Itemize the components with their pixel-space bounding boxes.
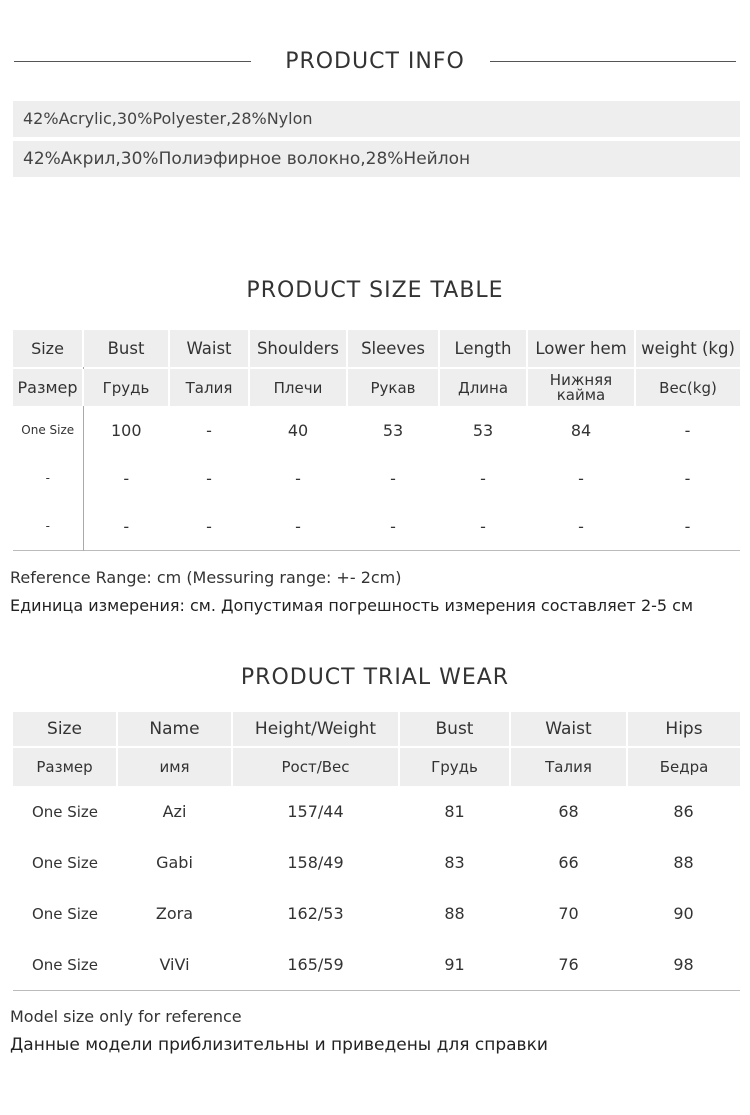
header-cell: имя bbox=[117, 747, 232, 786]
info-title: PRODUCT INFO bbox=[285, 49, 465, 74]
header-cell: Size bbox=[13, 712, 117, 747]
table-cell: - bbox=[206, 516, 212, 536]
header-cell: Bust bbox=[399, 712, 510, 747]
header-cell: Name bbox=[117, 712, 232, 747]
table-cell: 76 bbox=[558, 955, 579, 974]
header-cell: Длина bbox=[439, 369, 527, 406]
table-cell: 68 bbox=[558, 802, 579, 821]
header-cell: Рост/Вес bbox=[232, 747, 399, 786]
trial-note-en: Model size only for reference bbox=[10, 1007, 242, 1026]
header-cell: Размер bbox=[13, 747, 117, 786]
divider-right bbox=[490, 61, 736, 62]
table-row bbox=[13, 888, 740, 939]
header-cell: Плечи bbox=[249, 369, 347, 406]
table-cell: One Size bbox=[31, 853, 99, 872]
table-cell: One Size bbox=[31, 802, 99, 821]
table-cell: 53 bbox=[472, 420, 494, 440]
table-cell: - bbox=[13, 502, 83, 551]
material-en: 42%Acrylic,30%Polyester,28%Nylon bbox=[13, 101, 740, 137]
table-cell: 157/44 bbox=[287, 802, 344, 821]
table-cell: - bbox=[480, 516, 486, 536]
header-cell: Талия bbox=[510, 747, 627, 786]
table-cell: One Size bbox=[13, 406, 83, 454]
table-cell: - bbox=[13, 454, 83, 502]
table-cell: ViVi bbox=[159, 955, 190, 974]
material-ru: 42%Акрил,30%Полиэфирное волокно,28%Нейлон bbox=[13, 141, 740, 177]
header-cell: Бедра bbox=[627, 747, 740, 786]
table-row bbox=[13, 454, 740, 502]
table-cell: One Size bbox=[31, 904, 99, 923]
table-cell: 100 bbox=[110, 420, 142, 440]
header-cell: Lower hem bbox=[527, 330, 635, 367]
header-cell: Грудь bbox=[83, 369, 169, 406]
header-cell: Грудь bbox=[399, 747, 510, 786]
size-note-ru: Единица измерения: см. Допустимая погрешность измерения составляет 2-5 см bbox=[10, 596, 694, 615]
table-cell: - bbox=[684, 516, 691, 536]
table-cell: Azi bbox=[162, 802, 187, 821]
size-table-title: PRODUCT SIZE TABLE bbox=[246, 278, 504, 303]
table-cell: 83 bbox=[444, 853, 465, 872]
table-row bbox=[13, 837, 740, 888]
table-cell: - bbox=[578, 516, 584, 536]
header-cell: Height/Weight bbox=[232, 712, 399, 747]
table-cell: - bbox=[684, 468, 691, 488]
table-cell: 98 bbox=[673, 955, 694, 974]
trial-note-ru: Данные модели приблизительны и приведены для справки bbox=[10, 1035, 548, 1055]
table-cell: - bbox=[480, 468, 486, 488]
header-cell: Sleeves bbox=[347, 330, 439, 367]
table-cell: - bbox=[206, 420, 212, 440]
table-row bbox=[13, 406, 740, 454]
size-note-en: Reference Range: cm (Messuring range: +- 2cm) bbox=[10, 568, 402, 587]
table-cell: - bbox=[123, 516, 130, 536]
table-cell: Gabi bbox=[156, 853, 193, 872]
table-cell: - bbox=[578, 468, 584, 488]
size-header-ru bbox=[13, 369, 740, 406]
table-cell: 66 bbox=[558, 853, 579, 872]
table-cell: - bbox=[390, 468, 396, 488]
table-cell: - bbox=[295, 516, 301, 536]
table-cell: One Size bbox=[31, 955, 99, 974]
table-row bbox=[13, 939, 740, 991]
header-cell: Waist bbox=[169, 330, 249, 367]
size-table bbox=[13, 330, 740, 551]
table-row bbox=[13, 786, 740, 837]
table-cell: 40 bbox=[287, 420, 309, 440]
table-cell: 88 bbox=[673, 853, 694, 872]
header-cell: Bust bbox=[83, 330, 169, 367]
table-cell: - bbox=[295, 468, 301, 488]
header-cell: Размер bbox=[13, 369, 83, 406]
table-row bbox=[13, 502, 740, 551]
header-cell: Нижняя кайма bbox=[527, 369, 635, 406]
trial-table bbox=[13, 712, 740, 991]
table-cell: - bbox=[684, 420, 691, 440]
table-cell: - bbox=[206, 468, 212, 488]
table-cell: 91 bbox=[444, 955, 465, 974]
header-cell: Талия bbox=[169, 369, 249, 406]
table-cell: 162/53 bbox=[287, 904, 344, 923]
table-cell: - bbox=[123, 468, 130, 488]
header-cell: Hips bbox=[627, 712, 740, 747]
trial-header-en bbox=[13, 712, 740, 747]
header-cell: Вес(kg) bbox=[635, 369, 740, 406]
table-cell: 70 bbox=[558, 904, 579, 923]
size-header-en bbox=[13, 330, 740, 367]
header-cell: Рукав bbox=[347, 369, 439, 406]
table-cell: Zora bbox=[155, 904, 194, 923]
table-cell: 84 bbox=[570, 420, 592, 440]
table-cell: 158/49 bbox=[287, 853, 344, 872]
header-cell: Waist bbox=[510, 712, 627, 747]
table-cell: 165/59 bbox=[287, 955, 344, 974]
table-cell: 86 bbox=[673, 802, 694, 821]
header-cell: Shoulders bbox=[249, 330, 347, 367]
table-cell: - bbox=[390, 516, 396, 536]
header-cell: Length bbox=[439, 330, 527, 367]
trial-header-ru bbox=[13, 747, 740, 786]
table-cell: 90 bbox=[673, 904, 694, 923]
trial-title: PRODUCT TRIAL WEAR bbox=[240, 665, 510, 690]
header-cell: weight (kg) bbox=[635, 330, 740, 367]
table-cell: 81 bbox=[444, 802, 465, 821]
header-cell: Size bbox=[13, 330, 83, 367]
table-cell: 53 bbox=[382, 420, 404, 440]
table-cell: 88 bbox=[444, 904, 465, 923]
